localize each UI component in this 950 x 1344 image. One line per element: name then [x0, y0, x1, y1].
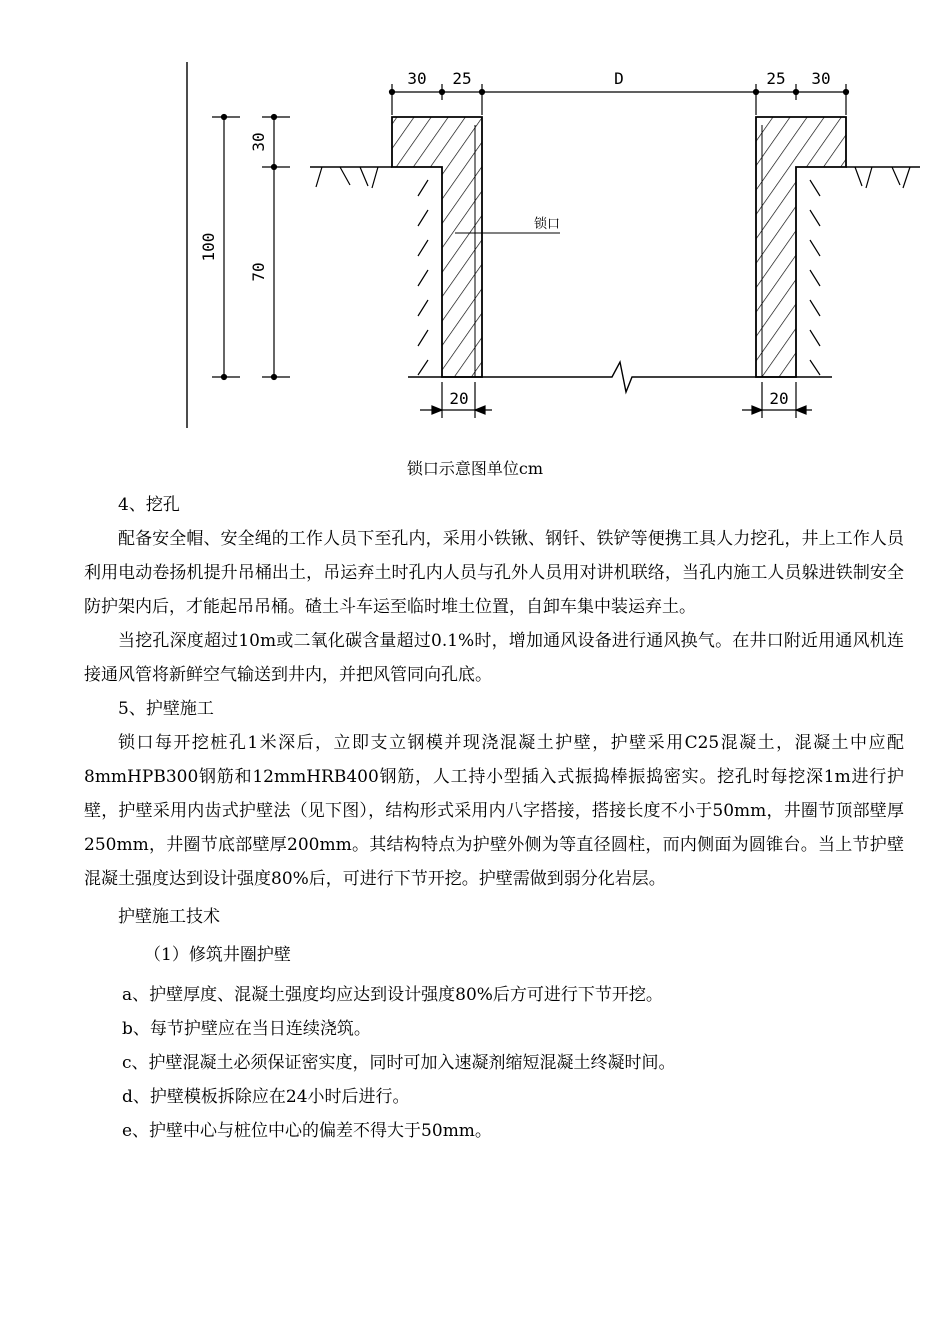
top-dimension	[390, 84, 849, 115]
figure-caption: 锁口示意图单位cm	[406, 459, 544, 478]
dim-left-total: 100	[199, 232, 218, 262]
section4-heading: 4、挖孔	[118, 495, 180, 515]
dim-bottom-left: 20	[449, 389, 469, 408]
tech-item-a: a、护壁厚度、混凝土强度均应达到设计强度80%后方可进行下节开挖。	[122, 985, 663, 1005]
left-collar	[392, 117, 482, 377]
dim-top-2: D	[614, 69, 624, 88]
tech-subtitle: （1）修筑井圈护壁	[144, 945, 291, 965]
section4-paragraph-1: 配备安全帽、安全绳的工作人员下至孔内，采用小铁锹、钢钎、铁铲等便携工具人力挖孔，井上工作人员利用电动卷扬机提升吊桶出土，吊运弃土时孔内人员与孔外人员用对讲机联络，当孔内施工人员躲进铁制安全防护架内后，才能起吊吊桶。碴土斗车运至临时堆土位置，自卸车集中装运弃土。	[84, 529, 904, 617]
bottom-dimensions	[420, 382, 812, 418]
left-dimension	[212, 115, 290, 380]
dim-left-upper: 30	[249, 132, 268, 152]
tech-item-d: d、护壁模板拆除应在24小时后进行。	[122, 1087, 410, 1107]
tech-item-c: c、护壁混凝土必须保证密实度，同时可加入速凝剂缩短混凝土终凝时间。	[122, 1053, 676, 1073]
dim-top-1: 25	[452, 69, 472, 88]
dim-top-0: 30	[407, 69, 427, 88]
label-lock: 锁口	[534, 217, 561, 232]
right-collar	[756, 117, 846, 377]
tech-item-b: b、每节护壁应在当日连续浇筑。	[122, 1019, 371, 1039]
document-body	[84, 488, 904, 1148]
dim-left-lower: 70	[249, 262, 268, 282]
tech-list	[84, 978, 904, 1148]
dim-bottom-right: 20	[769, 389, 789, 408]
dim-top-3: 25	[766, 69, 786, 88]
tech-title: 护壁施工技术	[118, 907, 220, 927]
section5-paragraph: 锁口每开挖桩孔1米深后，立即支立钢模并现浇混凝土护壁，护壁采用C25混凝土，混凝土中应配8mmHPB300钢筋和12mmHRB400钢筋，人工持小型插入式振捣棒振捣密实。挖孔时每挖深1m进行护壁，护壁采用内齿式护壁法（见下图），结构形式采用内八字搭接，搭接长度不小于50mm，井圈节顶部壁厚250mm，井圈节底部壁厚200mm。其结构特点为护壁外侧为等直径圆柱，而内侧面为圆锥台。当上节护壁混凝土强度达到设计强度80%后，可进行下节开挖。护壁需做到弱分化岩层。	[84, 733, 904, 889]
section5-heading: 5、护壁施工	[118, 699, 214, 719]
lock-diagram	[0, 0, 950, 450]
dim-top-4: 30	[811, 69, 831, 88]
soil-marks	[316, 167, 910, 375]
section4-paragraph-2: 当挖孔深度超过10m或二氧化碳含量超过0.1%时，增加通风设备进行通风换气。在井口附近用通风机连接通风管将新鲜空气输送到井内，并把风管同向孔底。	[84, 631, 904, 685]
tech-item-e: e、护壁中心与桩位中心的偏差不得大于50mm。	[122, 1121, 492, 1141]
